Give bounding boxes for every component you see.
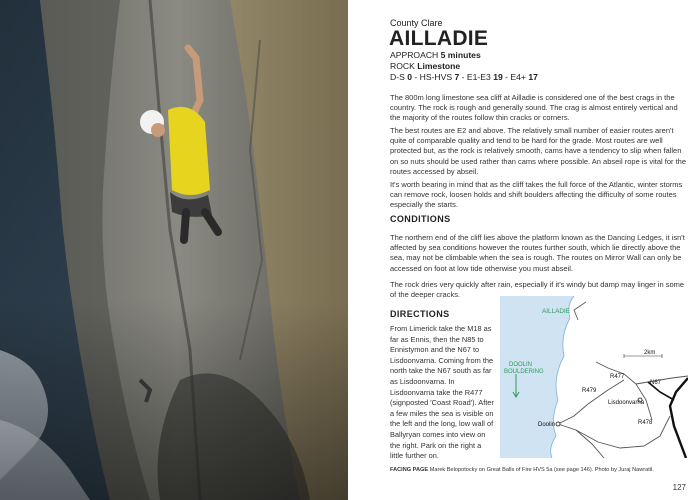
town-label-lisdoonvarna: Lisdoonvarna xyxy=(608,400,645,406)
location-map xyxy=(500,296,688,458)
directions-heading: DIRECTIONS xyxy=(390,309,450,319)
conditions-heading: CONDITIONS xyxy=(390,214,451,224)
facing-page-caption xyxy=(390,467,690,474)
grade-separator: - xyxy=(411,72,420,82)
caption-label: FACING PAGE xyxy=(390,467,429,473)
approach-value: 5 minutes xyxy=(440,50,481,60)
directions-paragraph: From Limerick take the M18 as far as Ennis, then the N85 to Ennistymon and the N67 to Lisdoonvarna. Coming from the north take the N67 south as far as Lisdoonvarna. In Lisdoonvarna take the R477 (signposted 'Coast Road'). After a few miles the sea is visible on the left and the long, low wall of Ballyryan comes into view on the right. Park on the right a little further on. xyxy=(390,324,494,461)
climbing-photo xyxy=(0,0,348,500)
storms-paragraph: It's worth bearing in mind that as the cliff takes the full force of the Atlantic, winter storms can remove rock, loosen holds and shift boulders affecting the difficulty of some routes especially the starts. xyxy=(390,180,683,210)
approach-line xyxy=(390,50,481,61)
climber-on-sea-cliff-image xyxy=(0,0,348,500)
grade-range: E4+ xyxy=(510,72,526,82)
map-label-bouldering: BOULDERING xyxy=(504,369,544,375)
grade-range: E1-E3 xyxy=(466,72,491,82)
approach-label: APPROACH xyxy=(390,50,439,60)
intro-paragraph: The 800m long limestone sea cliff at Ailladie is considered one of the best crags in the country. The rock is rough and generally sound. The crag is almost entirely vertical and the majority of the routes follow thin cracks or corners. xyxy=(390,93,678,123)
grade-count: 17 xyxy=(528,72,538,82)
rock-line xyxy=(390,61,460,72)
page-number: 127 xyxy=(672,483,686,492)
town-label-doolin: Doolin xyxy=(538,422,556,428)
routes-paragraph: The best routes are E2 and above. The relatively small number of easier routes aren't quite of comparable quality and tend to be hard for the grade. Most routes are well protected but, as the rock is relatively smooth, cams have a tendency to slip when fallen on so nuts should be used rather than cams where possible. An abseil rope is vital for the routes accessed by abseil. xyxy=(390,126,687,176)
grade-separator: - xyxy=(459,72,467,82)
map-label-ailladie: AILLADIE xyxy=(542,308,571,315)
grade-separator: - xyxy=(502,72,511,82)
grade-count: 7 xyxy=(454,72,460,82)
grade-line xyxy=(390,72,538,83)
map-label-doolin: DOOLIN xyxy=(509,362,533,368)
rock-value: Limestone xyxy=(417,61,461,71)
road-label-r477: R477 xyxy=(610,374,625,380)
grade-count: 0 xyxy=(407,72,412,82)
guidebook-page xyxy=(348,0,700,500)
conditions-paragraph: The northern end of the cliff lies above the platform known as the Dancing Ledges, it isn't affected by sea conditions however the routes further south, which lie directly above the sea, may not be climbable when the sea is rough. The routes on Mirror Wall can only be accessed on foot at low tide otherwise you must abseil. xyxy=(390,233,685,273)
grade-range: D-S xyxy=(390,72,405,82)
drying-paragraph: The rock dries very quickly after rain, especially if it's windy but damp may linger in some of the deeper cracks. xyxy=(390,280,685,300)
map-graphic xyxy=(500,296,688,458)
region-label: County Clare xyxy=(390,18,443,28)
caption-text: Marek Belopotocky on Great Balls of Fire HVS 5a (see page 146). Photo by Juraj Nawratil. xyxy=(429,467,654,473)
rock-label: ROCK xyxy=(390,61,415,71)
road-label-r479: R479 xyxy=(582,388,597,394)
map-scale-label: 2km xyxy=(644,350,656,356)
crag-title: AILLADIE xyxy=(389,27,489,50)
grade-range: HS-HVS xyxy=(419,72,453,82)
road-label-n67: N67 xyxy=(650,380,662,386)
road-label-r478: R478 xyxy=(638,420,653,426)
grade-count: 19 xyxy=(493,72,503,82)
